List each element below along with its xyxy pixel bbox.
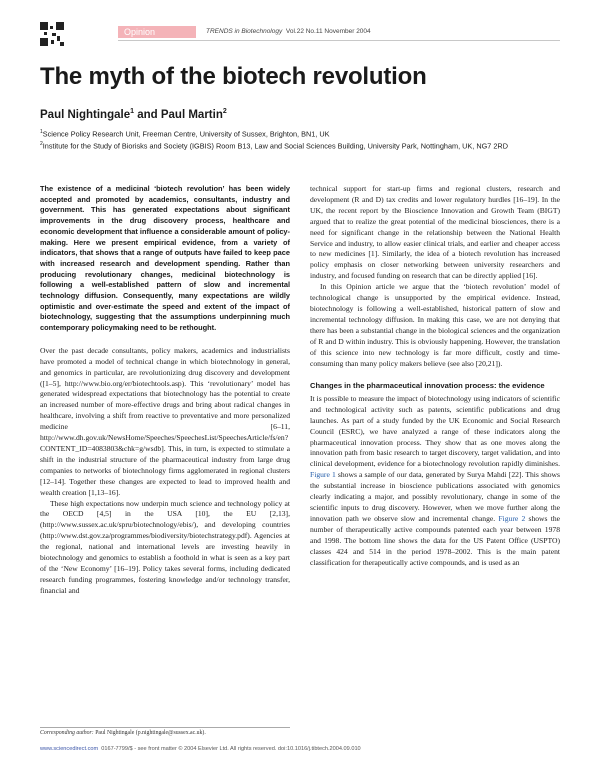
body-paragraph: Over the past decade consultants, policy makers, academics and industrialists have promoted a model of technical change in which biotechnology in general, and genomics in particular, are revolutionizing drug discovery and development ([1–5], http://www.bio.org/er/biotechtools.asp). This ‘revolutionary’ model has generated widespread expectations that biotechnology has the potential to create an increased number of more-effective drugs and bring about radical changes in healthcare, involving a shift from reactive to preventative and more personalized medicine [6–11, http://www.dh.gov.uk/NewsHome/Speeches/SpeechesList/SpeechesArticle/fs/en?CONTENT_ID=4083803&chk=g/wsdb]. This, in turn, is expected to stimulate a shift in the industrial structure of the pharmaceutical industry from large drug companies to networks of biotechnology firms agglomerated in regional clusters [12–14]. Together these changes are expected to lead to improved health and wealth creation [1,13–16]. <box>40 345 290 497</box>
affiliation: Science Policy Research Unit, Freeman Centre, University of Sussex, Brighton, BN1, UK <box>42 129 330 139</box>
affiliation-mark: 2 <box>40 141 43 148</box>
corresponding-text: Paul Nightingale (p.nightingale@sussex.ac.uk). <box>95 730 206 736</box>
logo-emblem <box>40 22 64 46</box>
authors <box>40 108 227 121</box>
figure-2-link[interactable]: Figure 2 <box>498 513 526 523</box>
body-text: shows the number of therapeutically active compounds patented each year between 1978 and 1998. The bottom line shows the data for the US Patent Office (USPTO) classes 424 and 514 in the period 1978–2002. This is the main patent classification for therapeutically active compounds, and is used as an <box>310 513 560 567</box>
body-paragraph: These high expectations now underpin much science and technology policy at the OECD [4,5] in the USA [10], the EU [2,13], (http://www.sussex.ac.uk/spru/biotechnology/ebis/), and developing countries (http://www.dst.gov.za/programmes/biodiversity/biotechstrategy.pdf). Agencies at the regional, national and international levels are investing heavily in biotechnology and genomics to establish a foothold in what is seen as a key part of the ‘New Economy’ [16–19]. Policy takes several forms, including dedicated research funding programmes, fostering knowledge and/or technology transfer, financial and <box>40 498 290 595</box>
article-title: The myth of the biotech revolution <box>40 63 427 90</box>
body-paragraph <box>310 394 560 569</box>
section-heading: Changes in the pharmaceutical innovation process: the evidence <box>310 381 545 391</box>
column-right <box>310 184 560 568</box>
footer-details: 0167-7799/$ - see front matter © 2004 Elsevier Ltd. All rights reserved. doi:10.1016/j.tibtech.2004.09.010 <box>101 746 361 752</box>
section-tag: Opinion <box>118 26 196 38</box>
body-paragraph: technical support for start-up firms and regional clusters, research and development (R and D) tax credits and lower regulatory hurdles [16–19]. In the UK, the recent report by the Bioscience Innovation and Growth Team (BIGT) argued that to realize the great potential of the medicinal biosciences, there is a need for significant change in the relationship between the National Health Service and industry, to allow easier clinical trials, and earlier and cheaper access to new medicines [1]. Similarly, the idea of a biotech revolution has increased policy emphasis on closer networking between university researchers and industry, and focused funding on research that can be directly applied [16]. <box>310 184 560 281</box>
body-paragraph: In this Opinion article we argue that the ‘biotech revolution’ model of technological change is unsupported by the empirical evidence. Instead, biotechnology is following a well-established, historical pattern of slow and incremental technology diffusion. In making this case, we are not denying that there has been a substantial change in the biological sciences and the organization of R and D within industry. This is obviously happening. However, the translation of this science into new technology is far more difficult, costly and time-consuming than many policy makers believe (see also [20,21]). <box>310 282 560 368</box>
affiliation: Institute for the Study of Biorisks and Society (IGBIS) Room B13, Law and Social Sciences Building, University Park, Nottingham, UK, NG7 2RD <box>42 141 508 151</box>
corresponding-author-note <box>40 727 290 736</box>
author-name: Paul Nightingale <box>40 108 131 121</box>
figure-1-link[interactable]: Figure 1 <box>310 470 336 480</box>
column-left <box>40 184 290 597</box>
authors-joiner: and <box>137 108 158 121</box>
affiliation-mark: 1 <box>40 129 43 135</box>
corresponding-label: Corresponding author: <box>40 730 94 736</box>
body-text: It is possible to measure the impact of biotechnology using indicators of scientific and technological activity such as patents, scientific publications and drug launches. As part of a study funded by the UK Economic and Social Research Council (ESRC), we have analyzed a range of these indicators along the pharmaceutical innovation process. They show that as one moves along the innovation path from basic research to target discovery, target validation, and into clinical development, evidence for a biotechnology revolution rapidly diminishes. <box>310 393 560 469</box>
footer-site-link[interactable]: www.sciencedirect.com <box>40 746 99 752</box>
issue-info: Vol.22 No.11 November 2004 <box>285 28 371 35</box>
running-header <box>118 26 560 38</box>
page-footer <box>40 746 560 752</box>
author-name: Paul Martin <box>160 108 223 121</box>
abstract: The existence of a medicinal ‘biotech revolution’ has been widely accepted and promoted by academics, consultants, industry and government. This has generated expectations about significant improvements in the drug discovery process, healthcare and economic development that influence a considerable amount of policy-making. Here we present empirical evidence, from a variety of indicators, that shows that a range of outputs have failed to keep pace with increased research and development spending. Rather than producing revolutionary changes, medicinal biotechnology is following a well-established pattern of slow and incremental technology diffusion. Consequently, many expectations are wildly optimistic and over-estimate the speed and extent of the impact of biotechnology, suggesting that the assumptions underpinning much contemporary policymaking need to be rethought. <box>40 184 290 333</box>
journal-name: TRENDS in Biotechnology <box>206 28 283 35</box>
affiliations <box>40 127 570 152</box>
header-rule <box>118 40 560 41</box>
body-text: shows a sample of our data, generated by Surya Mahdi [22]. This shows the substantial increase in bioscience publications associated with genomics clearly indicating a major, and possibly revolutionary, change in some of the scientific inputs to drug discovery. However, when we move further along the innovation path we observe slow and incremental change. <box>310 470 560 523</box>
journal-info <box>206 26 371 38</box>
author-mark: 1 <box>130 108 134 115</box>
author-mark: 2 <box>222 108 227 115</box>
